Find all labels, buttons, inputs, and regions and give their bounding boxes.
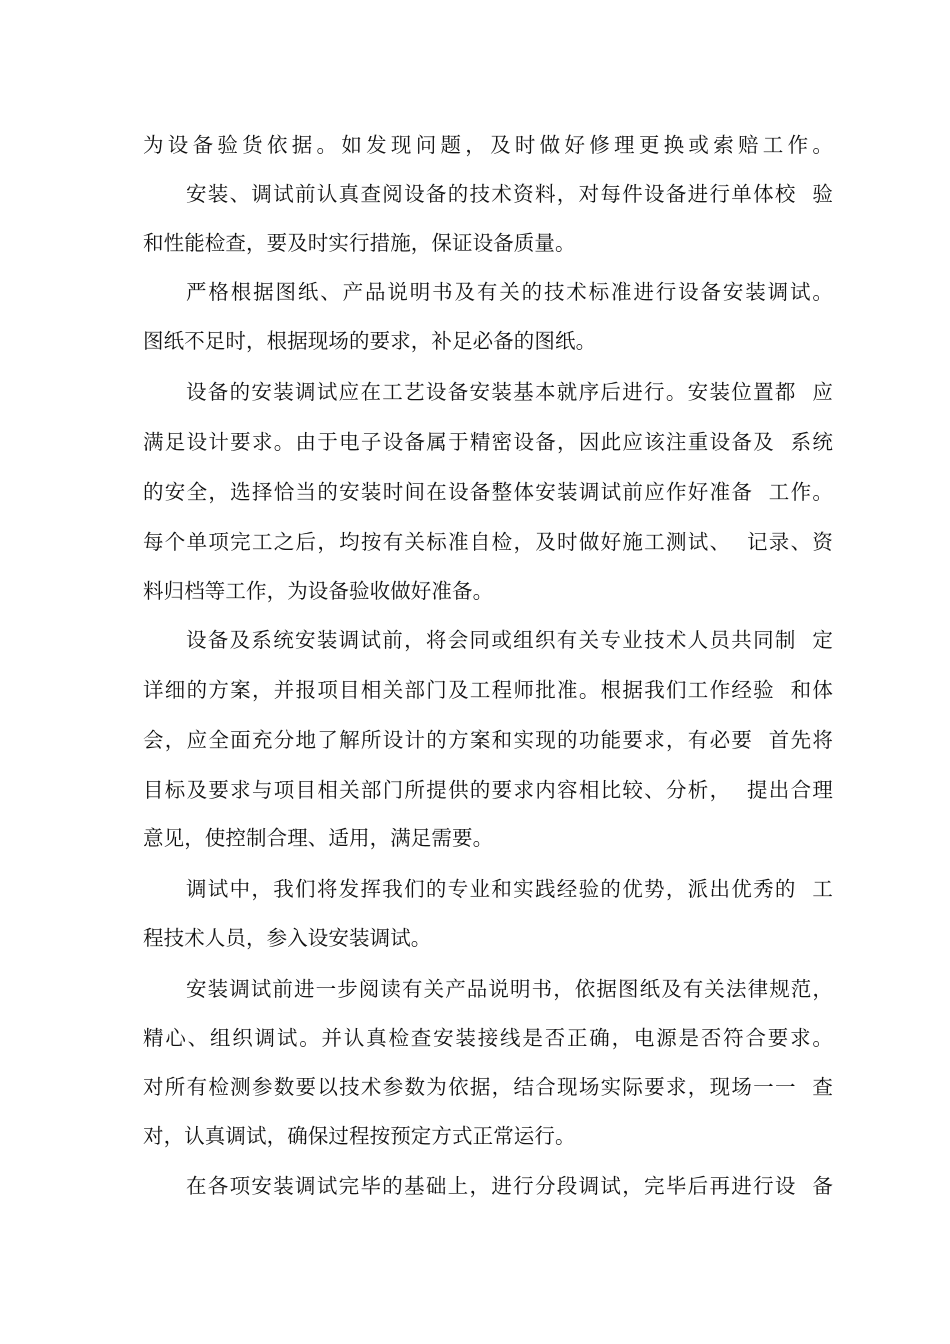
text-line: 严格根据图纸、产品说明书及有关的技术标准进行设备安装调试。	[186, 280, 833, 304]
text-line: 安装调试前进一步阅读有关产品说明书，依据图纸及有关法律规范，	[186, 977, 833, 1001]
text-line: 意见，使控制合理、适用，满足需要。	[143, 826, 494, 850]
text-line: 为设备验货依据。如发现问题，及时做好修理更换或索赔工作。	[143, 133, 833, 157]
text-line: 满足设计要求。由于电子设备属于精密设备，因此应该注重设备及 系统	[143, 430, 833, 454]
text-line: 图纸不足时，根据现场的要求，补足必备的图纸。	[143, 329, 597, 353]
text-line: 对所有检测参数要以技术参数为依据，结合现场实际要求，现场一一 查	[143, 1075, 833, 1099]
text-line: 在各项安装调试完毕的基础上，进行分段调试，完毕后再进行设 备	[186, 1174, 833, 1198]
text-line: 料归档等工作，为设备验收做好准备。	[143, 579, 494, 603]
text-line: 详细的方案，并报项目相关部门及工程师批准。根据我们工作经验 和体	[143, 678, 833, 702]
text-line: 的安全，选择恰当的安装时间在设备整体安装调试前应作好准备 工作。	[143, 480, 833, 504]
text-line: 精心、组织调试。并认真检查安装接线是否正确，电源是否符合要求。	[143, 1026, 833, 1050]
text-line: 安装、调试前认真查阅设备的技术资料，对每件设备进行单体校 验	[186, 182, 833, 206]
text-line: 设备的安装调试应在工艺设备安装基本就序后进行。安装位置都 应	[186, 380, 833, 404]
text-line: 每个单项完工之后，均按有关标准自检，及时做好施工测试、 记录、资	[143, 530, 833, 554]
text-line: 程技术人员，参入设安装调试。	[143, 926, 432, 950]
text-line: 和性能检查，要及时实行措施，保证设备质量。	[143, 231, 576, 255]
text-line: 目标及要求与项目相关部门所提供的要求内容相比较、分析， 提出合理	[143, 778, 833, 802]
text-line: 调试中，我们将发挥我们的专业和实践经验的优势，派出优秀的 工	[186, 877, 833, 901]
text-line: 对，认真调试，确保过程按预定方式正常运行。	[143, 1124, 576, 1148]
text-line: 设备及系统安装调试前，将会同或组织有关专业技术人员共同制 定	[186, 628, 833, 652]
text-line: 会，应全面充分地了解所设计的方案和实现的功能要求，有必要 首先将	[143, 728, 833, 752]
